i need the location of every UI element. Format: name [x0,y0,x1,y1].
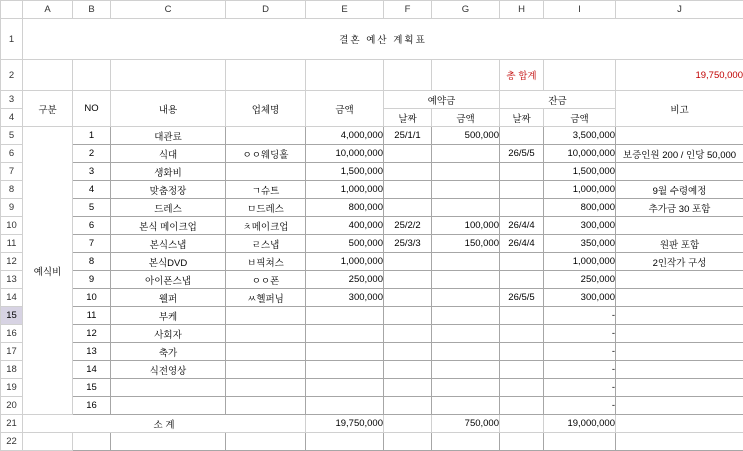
cell-G2[interactable] [432,60,500,91]
cell-no[interactable]: 7 [73,235,111,253]
cell-deposit-date[interactable] [384,325,432,343]
cell-D2[interactable] [226,60,306,91]
cell-balance-amount[interactable] [544,433,616,451]
cell-amount[interactable] [306,397,384,415]
cell-deposit-amount[interactable] [432,289,500,307]
table-row[interactable] [1,325,743,343]
cell-deposit-date[interactable] [384,199,432,217]
table-row-partial[interactable] [1,433,743,451]
cell-content[interactable]: 부케 [111,307,226,325]
cell-deposit-date[interactable] [384,361,432,379]
cell-deposit-amount[interactable] [432,271,500,289]
row-header-13[interactable]: 13 [1,271,23,289]
row-header-12[interactable]: 12 [1,253,23,271]
cell-amount[interactable] [306,379,384,397]
cell-deposit-date[interactable]: 25/3/3 [384,235,432,253]
column-header-C[interactable]: C [111,1,226,19]
header-balance: 잔금 [500,91,616,109]
cell-content[interactable]: 축가 [111,343,226,361]
row-header-14[interactable]: 14 [1,289,23,307]
header-no: NO [73,91,111,127]
cell-note[interactable] [616,271,743,289]
cell-no[interactable]: 11 [73,307,111,325]
cell-note[interactable] [616,361,743,379]
subtotal-amount[interactable]: 19,750,000 [306,415,384,433]
cell-no[interactable]: 12 [73,325,111,343]
cell-deposit-date[interactable] [384,343,432,361]
cell-note[interactable] [616,343,743,361]
subtotal-label: 소 계 [23,415,306,433]
cell-vendor[interactable] [226,379,306,397]
cell-deposit-date[interactable] [384,163,432,181]
cell-amount[interactable] [306,433,384,451]
cell-balance-date[interactable]: 26/5/5 [500,289,544,307]
cell-no[interactable]: 8 [73,253,111,271]
title-row[interactable] [1,19,743,60]
cell-balance-date[interactable] [500,253,544,271]
cell-no[interactable]: 1 [73,127,111,145]
cell-balance-date[interactable] [500,271,544,289]
row-header-9[interactable]: 9 [1,199,23,217]
cell-content[interactable]: 식대 [111,145,226,163]
table-row[interactable] [1,271,743,289]
cell-no[interactable]: 2 [73,145,111,163]
cell-balance-amount[interactable]: - [544,325,616,343]
table-row[interactable] [1,397,743,415]
cell-content[interactable]: 대관료 [111,127,226,145]
cell-deposit-amount[interactable] [432,307,500,325]
table-row[interactable] [1,289,743,307]
cell-balance-date[interactable] [500,325,544,343]
subtotal-balance[interactable]: 19,000,000 [544,415,616,433]
cell-vendor[interactable] [226,163,306,181]
column-header-D[interactable]: D [226,1,306,19]
cell-no[interactable]: 5 [73,199,111,217]
cell-deposit-date[interactable] [384,307,432,325]
cell-vendor[interactable]: ㅁ드레스 [226,199,306,217]
row-header-5[interactable]: 5 [1,127,23,145]
row-header-2[interactable]: 2 [1,60,23,91]
cell-deposit-amount[interactable] [432,145,500,163]
row-header-15[interactable]: 15 [1,307,23,325]
cell-deposit-amount[interactable]: 100,000 [432,217,500,235]
cell-balance-amount[interactable]: 3,500,000 [544,127,616,145]
cell-no[interactable]: 9 [73,271,111,289]
subtotal-note[interactable] [616,415,743,433]
cell-balance-amount[interactable]: 800,000 [544,199,616,217]
cell-note[interactable] [616,325,743,343]
header-balance-date: 날짜 [500,109,544,127]
cell-deposit-amount[interactable]: 500,000 [432,127,500,145]
cell-vendor[interactable]: ㅂ픽쳐스 [226,253,306,271]
column-header-row[interactable] [1,1,743,19]
cell-amount[interactable]: 1,000,000 [306,253,384,271]
cell-deposit-date[interactable] [384,271,432,289]
cell-no[interactable]: 3 [73,163,111,181]
row-header-3[interactable]: 3 [1,91,23,109]
cell-vendor[interactable] [226,325,306,343]
cell-deposit-date[interactable] [384,289,432,307]
table-row[interactable] [1,217,743,235]
cell-note[interactable] [616,217,743,235]
cell-balance-amount[interactable]: 10,000,000 [544,145,616,163]
cell-balance-amount[interactable]: - [544,379,616,397]
cell-balance-date[interactable] [500,307,544,325]
cell-note[interactable] [616,289,743,307]
cell-deposit-amount[interactable] [432,433,500,451]
row-header-19[interactable]: 19 [1,379,23,397]
row-header-8[interactable]: 8 [1,181,23,199]
cell-amount[interactable] [306,307,384,325]
grand-total-label: 총 합계 [500,60,544,91]
table-row[interactable] [1,163,743,181]
cell-vendor[interactable] [226,397,306,415]
cell-balance-date[interactable] [500,163,544,181]
cell-deposit-amount[interactable]: 150,000 [432,235,500,253]
cell-deposit-amount[interactable] [432,379,500,397]
column-header-B[interactable]: B [73,1,111,19]
header-category: 구분 [23,91,73,127]
cell-deposit-amount[interactable] [432,325,500,343]
cell-vendor[interactable]: ㄱ슈트 [226,181,306,199]
row-header-1[interactable]: 1 [1,19,23,60]
table-header-row-top[interactable] [1,91,743,109]
cell-deposit-date[interactable] [384,181,432,199]
cell-vendor[interactable]: ㅆ헬퍼님 [226,289,306,307]
cell-content[interactable]: 식전영상 [111,361,226,379]
table-row[interactable] [1,253,743,271]
cell-deposit-date[interactable] [384,253,432,271]
cell-I2[interactable] [544,60,616,91]
cell-no[interactable]: 13 [73,343,111,361]
cell-vendor[interactable]: ㅇㅇ폰 [226,271,306,289]
cell-amount[interactable] [306,325,384,343]
cell-balance-amount[interactable]: - [544,397,616,415]
row-header-4[interactable]: 4 [1,109,23,127]
row-header-20[interactable]: 20 [1,397,23,415]
cell-C2[interactable] [111,60,226,91]
cell-deposit-amount[interactable] [432,181,500,199]
cell-amount[interactable]: 400,000 [306,217,384,235]
cell-deposit-amount[interactable] [432,253,500,271]
cell-vendor[interactable]: ㄹ스냅 [226,235,306,253]
cell-balance-date[interactable]: 26/4/4 [500,217,544,235]
header-content: 내용 [111,91,226,127]
header-note: 비고 [616,91,743,127]
cell-note[interactable]: 보증인원 200 / 인당 50,000 [616,145,743,163]
subtotal-balance-date[interactable] [500,415,544,433]
cell-deposit-date[interactable] [384,397,432,415]
cell-balance-date[interactable] [500,127,544,145]
cell-balance-date[interactable] [500,361,544,379]
cell-vendor[interactable] [226,127,306,145]
cell-note[interactable]: 2인작가 구성 [616,253,743,271]
cell-E2[interactable] [306,60,384,91]
column-header-F[interactable]: F [384,1,432,19]
row-header-16[interactable]: 16 [1,325,23,343]
cell-no[interactable]: 15 [73,379,111,397]
cell-note[interactable]: 원판 포함 [616,235,743,253]
cell-amount[interactable]: 1,500,000 [306,163,384,181]
cell-content[interactable]: 본식스냅 [111,235,226,253]
table-row[interactable] [1,127,743,145]
cell-amount[interactable]: 250,000 [306,271,384,289]
cell-balance-date[interactable] [500,397,544,415]
cell-balance-amount[interactable]: - [544,343,616,361]
cell-note[interactable]: 추가금 30 포함 [616,199,743,217]
cell-amount[interactable] [306,343,384,361]
cell-no[interactable]: 4 [73,181,111,199]
cell-amount[interactable]: 1,000,000 [306,181,384,199]
cell-deposit-amount[interactable] [432,397,500,415]
subtotal-deposit-date[interactable] [384,415,432,433]
row-header-6[interactable]: 6 [1,145,23,163]
cell-content[interactable]: 웰퍼 [111,289,226,307]
cell-balance-amount[interactable]: - [544,307,616,325]
cell-deposit-date[interactable]: 25/1/1 [384,127,432,145]
grand-total-value: 19,750,000 [616,60,743,91]
subtotal-deposit[interactable]: 750,000 [432,415,500,433]
row-header-11[interactable]: 11 [1,235,23,253]
table-row[interactable] [1,235,743,253]
cell-balance-date[interactable]: 26/4/4 [500,235,544,253]
cell-A2[interactable] [23,60,73,91]
cell-amount[interactable]: 500,000 [306,235,384,253]
cell-content[interactable] [111,379,226,397]
column-header-I[interactable]: I [544,1,616,19]
cell-note[interactable] [616,163,743,181]
cell-content[interactable]: 맞춤정장 [111,181,226,199]
cell-balance-amount[interactable]: 350,000 [544,235,616,253]
row-header-22[interactable]: 22 [1,433,23,451]
header-deposit-date: 날짜 [384,109,432,127]
cell-balance-amount[interactable]: 300,000 [544,289,616,307]
cell-balance-amount[interactable]: 1,000,000 [544,253,616,271]
cell-vendor[interactable] [226,343,306,361]
table-row[interactable] [1,361,743,379]
cell-deposit-amount[interactable] [432,163,500,181]
header-deposit-amount: 금액 [432,109,500,127]
cell-no[interactable]: 6 [73,217,111,235]
cell-content[interactable]: 생화비 [111,163,226,181]
cell-deposit-amount[interactable] [432,343,500,361]
cell-balance-amount[interactable]: 1,500,000 [544,163,616,181]
header-amount: 금액 [306,91,384,127]
corner-select-all[interactable] [1,1,23,19]
cell-balance-amount[interactable]: 250,000 [544,271,616,289]
cell-amount[interactable]: 800,000 [306,199,384,217]
table-row[interactable] [1,343,743,361]
cell-balance-date[interactable] [500,199,544,217]
table-row-selected[interactable] [1,307,743,325]
column-header-E[interactable]: E [306,1,384,19]
cell-balance-date[interactable] [500,433,544,451]
column-header-A[interactable]: A [23,1,73,19]
table-row[interactable] [1,199,743,217]
cell-content[interactable]: 본식DVD [111,253,226,271]
cell-deposit-amount[interactable] [432,199,500,217]
cell-B2[interactable] [73,60,111,91]
cell-note[interactable] [616,307,743,325]
cell-deposit-amount[interactable] [432,361,500,379]
cell-vendor[interactable] [226,361,306,379]
cell-vendor[interactable] [226,433,306,451]
header-balance-amount: 금액 [544,109,616,127]
row-header-17[interactable]: 17 [1,343,23,361]
header-vendor: 업체명 [226,91,306,127]
cell-balance-date[interactable] [500,343,544,361]
cell-balance-date[interactable] [500,181,544,199]
cell-note[interactable]: 9월 수령예정 [616,181,743,199]
grand-total-row[interactable] [1,60,743,91]
cell-content[interactable] [111,433,226,451]
cell-content[interactable] [111,397,226,415]
header-deposit: 예약금 [384,91,500,109]
category-cell-wedding[interactable]: 예식비 [23,127,73,415]
cell-balance-amount[interactable]: 300,000 [544,217,616,235]
cell-amount[interactable] [306,361,384,379]
table-row[interactable] [1,379,743,397]
cell-amount[interactable]: 10,000,000 [306,145,384,163]
cell-content[interactable]: 아이폰스냅 [111,271,226,289]
cell-no[interactable]: 10 [73,289,111,307]
row-header-21[interactable]: 21 [1,415,23,433]
cell-amount[interactable]: 4,000,000 [306,127,384,145]
cell-deposit-date[interactable] [384,379,432,397]
cell-balance-amount[interactable]: - [544,361,616,379]
column-header-J[interactable]: J [616,1,743,19]
cell-no[interactable]: 14 [73,361,111,379]
row-header-18[interactable]: 18 [1,361,23,379]
cell-content[interactable]: 본식 메이크업 [111,217,226,235]
cell-vendor[interactable] [226,307,306,325]
table-row[interactable] [1,181,743,199]
row-header-7[interactable]: 7 [1,163,23,181]
cell-F2[interactable] [384,60,432,91]
cell-vendor[interactable]: ㅊ메이크업 [226,217,306,235]
cell-content[interactable]: 사회자 [111,325,226,343]
cell-deposit-date[interactable] [384,145,432,163]
cell-balance-date[interactable]: 26/5/5 [500,145,544,163]
cell-note[interactable] [616,397,743,415]
subtotal-row[interactable] [1,415,743,433]
row-header-10[interactable]: 10 [1,217,23,235]
cell-balance-date[interactable] [500,379,544,397]
column-header-G[interactable]: G [432,1,500,19]
column-header-H[interactable]: H [500,1,544,19]
cell-note[interactable] [616,379,743,397]
page-title: 결혼 예산 계획표 [23,19,743,60]
cell-amount[interactable]: 300,000 [306,289,384,307]
cell-deposit-date[interactable] [384,433,432,451]
cell-vendor[interactable]: ㅇㅇ웨딩홀 [226,145,306,163]
cell-note[interactable] [616,433,743,451]
cell-category-next[interactable] [23,433,73,451]
table-row[interactable] [1,145,743,163]
cell-content[interactable]: 드레스 [111,199,226,217]
cell-no[interactable] [73,433,111,451]
cell-note[interactable] [616,127,743,145]
cell-deposit-date[interactable]: 25/2/2 [384,217,432,235]
cell-no[interactable]: 16 [73,397,111,415]
cell-balance-amount[interactable]: 1,000,000 [544,181,616,199]
